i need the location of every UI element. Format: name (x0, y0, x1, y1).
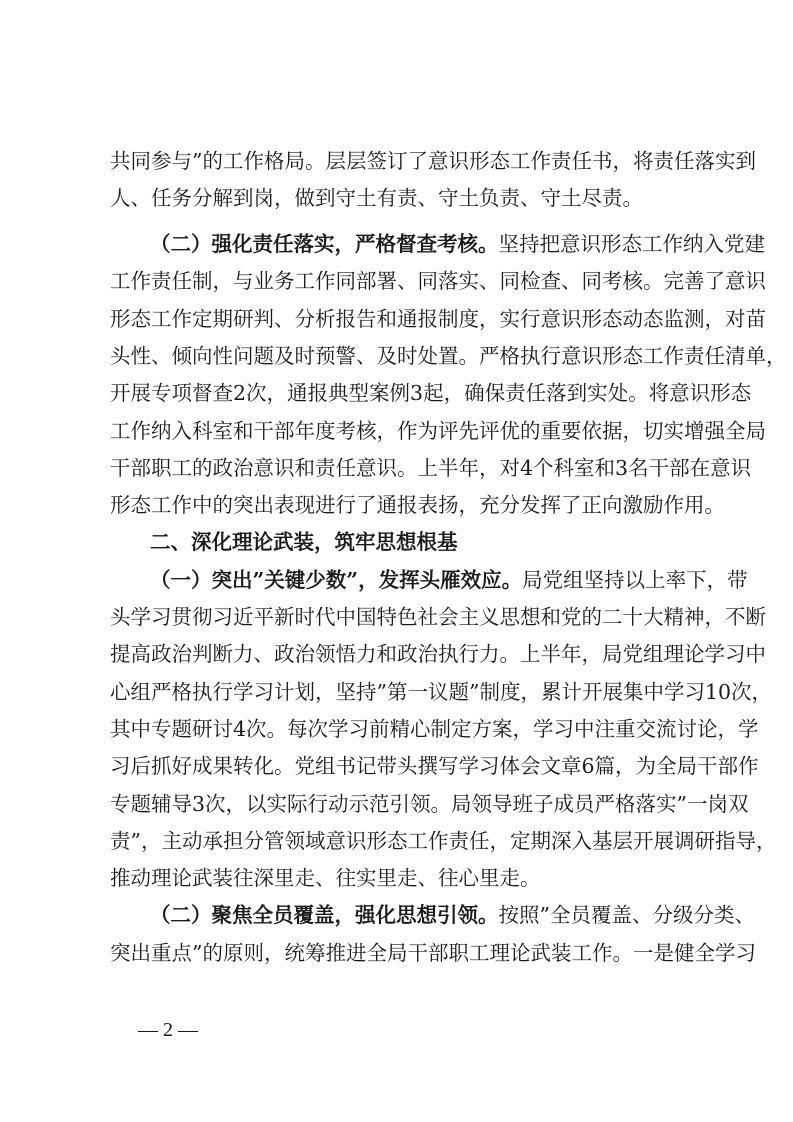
body-text: 突出重点”的原则，统筹推进全局干部职工理论武装工作。一是健全学习 (110, 940, 756, 965)
body-text: 干部职工的政治意识和责任意识。上半年，对4个科室和3名干部在意识 (110, 455, 752, 480)
text-line (110, 143, 756, 180)
body-text: 工作责任制，与业务工作同部署、同落实、同检查、同考核。完善了意识 (110, 269, 766, 294)
body-text: 坚持把意识形态工作纳入党建 (498, 232, 765, 256)
text-line (110, 935, 756, 972)
bold-lead: （一）突出”关键少数”，发挥头雁效应。 (150, 567, 523, 592)
text-line (110, 487, 725, 524)
body-text: 推动理论武装往深里走、往实里走、往心里走。 (110, 866, 541, 891)
body-text: 局党组坚持以上率下，带 (522, 567, 748, 592)
bold-lead: 二、深化理论武装，筑牢思想根基 (150, 530, 458, 555)
text-line (110, 748, 759, 785)
body-text: 提高政治判断力、政治领悟力和政治执行力。上半年，局党组理论学习中 (110, 642, 766, 667)
text-line (110, 786, 749, 823)
text-line (110, 413, 766, 450)
text-line (110, 450, 752, 487)
text-line (110, 301, 766, 338)
body-text: 人、任务分解到岗，做到守土有责、守土负责、守土尽责。 (110, 186, 643, 210)
bold-lead: （二）强化责任落实，严格督查考核。 (150, 232, 499, 256)
body-text: 按照”全员覆盖、分级分类、 (498, 903, 755, 928)
text-line (110, 338, 787, 375)
body-text: 形态工作中的突出表现进行了通报表扬，充分发挥了正向激励作用。 (110, 493, 725, 518)
text-line (110, 674, 773, 711)
body-text: 工作纳入科室和干部年度考核，作为评先评优的重要依据，切实增强全局 (110, 418, 766, 443)
text-line (150, 897, 755, 934)
body-text: 头学习贯彻习近平新时代中国特色社会主义思想和党的二十大精神，不断 (110, 605, 766, 629)
text-line (150, 226, 765, 263)
body-text: 头性、倾向性问题及时预警、及时处置。严格执行意识形态工作责任清单， (110, 343, 787, 368)
body-text: 责”，主动承担分管领域意识形态工作责任，定期深入基层开展调研指导， (110, 828, 777, 853)
body-text: 其中专题研讨4次。每次学习前精心制定方案，学习中注重交流讨论，学 (110, 716, 759, 741)
text-line (110, 636, 766, 673)
body-text: 开展专项督查2次，通报典型案例3起，确保责任落到实处。将意识形态 (110, 381, 752, 406)
page-number: — 2 — (138, 1019, 198, 1041)
text-line (110, 180, 688, 217)
bold-lead: （二）聚焦全员覆盖，强化思想引领。 (150, 903, 499, 928)
text-line (110, 599, 766, 636)
body-text: 专题辅导3次，以实际行动示范引领。局领导班子成员严格落实”一岗双 (110, 791, 749, 816)
body-text: 习后抓好成果转化。党组书记带头撰写学习体会文章6篇，为全局干部作 (110, 754, 759, 779)
text-line (110, 263, 766, 300)
text-line (110, 860, 688, 897)
text-line (110, 823, 777, 860)
text-line (150, 562, 748, 599)
body-text: 心组严格执行学习计划，坚持”第一议题”制度，累计开展集中学习10次， (110, 679, 773, 704)
body-text: 形态工作定期研判、分析报告和通报制度，实行意识形态动态监测，对苗 (110, 306, 766, 331)
text-line (110, 711, 759, 748)
body-text: 共同参与”的工作格局。层层签订了意识形态工作责任书，将责任落实到 (110, 149, 756, 173)
section-heading (150, 524, 688, 561)
text-line (110, 375, 752, 412)
